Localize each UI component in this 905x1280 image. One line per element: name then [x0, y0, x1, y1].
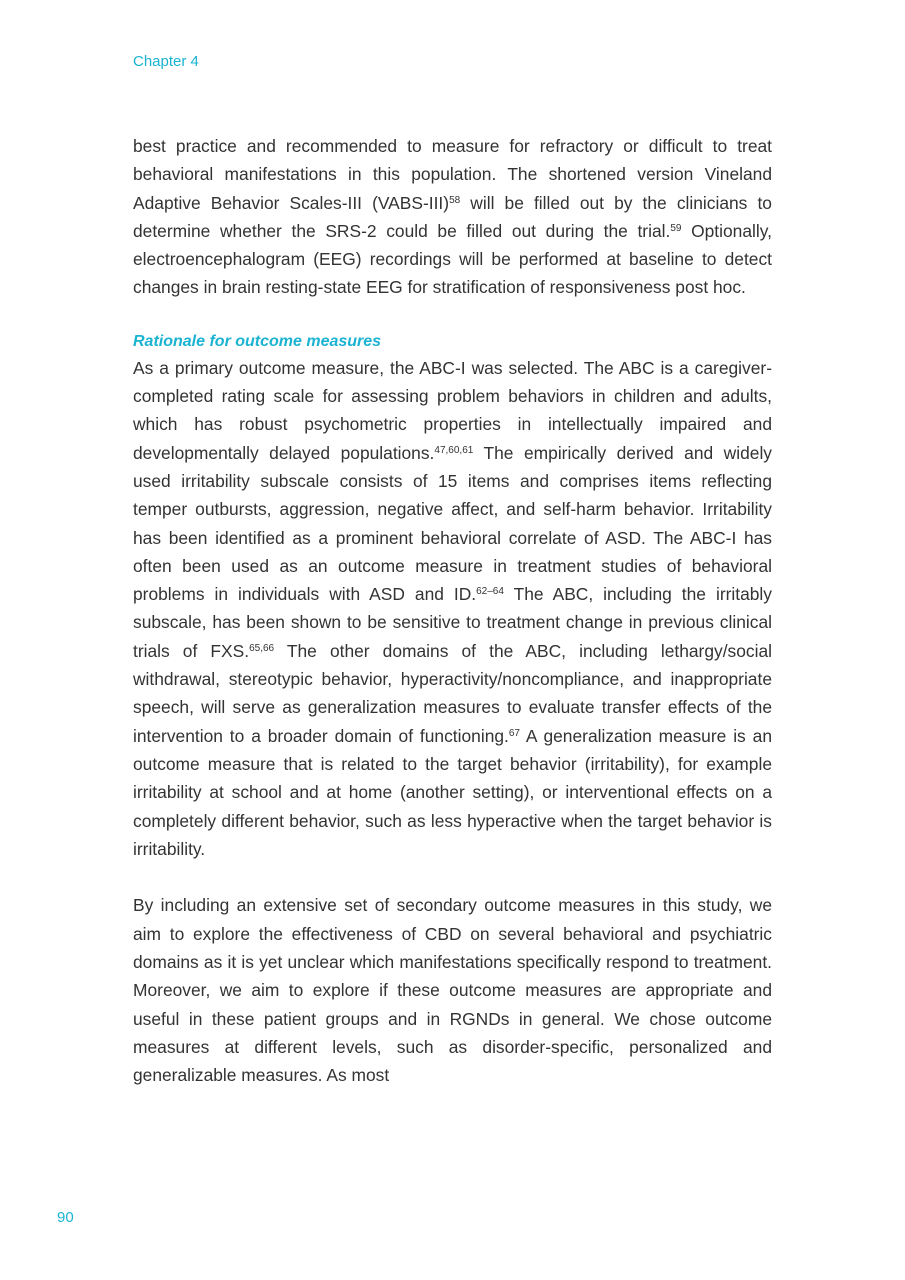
running-head-chapter: Chapter 4 [133, 53, 199, 70]
citation-58: 58 [449, 194, 461, 206]
paragraph-1-text-3: Optionally, electroencephalogram (EEG) recordings will be performed at baseline to detect changes in brain resting-state EEG for stratification of responsiveness post hoc. [133, 220, 772, 298]
paragraph-3-text-1: By including an extensive set of secondary outcome measures in this study, we aim to explore the effectiveness of CBD on several behavioral and psychiatric domains as it is yet unclear which manifestations specifically respond to treatment. Moreover, we aim to explore if these outcome measures are appropriate and useful in these patient groups and in RGNDs in general. We chose outcome measures at different levels, such as disorder-specific, personalized and generalizable measures. As most [133, 895, 772, 1086]
paragraph-3 [133, 891, 772, 1089]
page-number: 90 [57, 1209, 74, 1226]
citation-67: 67 [508, 727, 520, 739]
section-heading: Rationale for outcome measures [133, 332, 382, 350]
citation-65-66: 65,66 [249, 642, 275, 654]
paragraph-2-text-5: A generalization measure is an outcome measure that is related to the target behavior (irritability), for example irritability at school and at home (another setting), or interventional effects on a completely different behavior, such as less hyperactive when the target behavior is irritability. [133, 725, 772, 859]
paragraph-1-text-1: best practice and recommended to measure for refractory or difficult to treat behavioral manifestations in this population. The shortened version Vineland Adaptive Behavior Scales-III (VABS-III) [133, 136, 772, 213]
paragraph-2-text-2: The empirically derived and widely used irritability subscale consists of 15 items and comprises items reflecting temper outbursts, aggression, negative affect, and self-harm behavior. Irritability has been identified as a prominent behavioral correlate of ASD. The ABC-I has often been used as an outcome measure in treatment studies of behavioral problems in individuals with ASD and ID. [133, 442, 773, 605]
citation-59: 59 [670, 222, 682, 234]
paragraph-1-text-2: will be filled out by the clinicians to determine whether the SRS-2 could be filled out during the trial. [133, 192, 772, 241]
citation-47-60-61: 47,60,61 [434, 444, 474, 456]
paragraph-2-text-3: The ABC, including the irritably subscale, has been shown to be sensitive to treatment change in previous clinical trials of FXS. [133, 584, 772, 661]
paragraph-2 [133, 354, 772, 863]
citation-62-64: 62–64 [476, 586, 504, 598]
paragraph-2-text-1: As a primary outcome measure, the ABC-I was selected. The ABC is a caregiver-completed rating scale for assessing problem behaviors in children and adults, which has robust psychometric properties in intellectually impaired and developmentally delayed populations. [133, 357, 772, 463]
paragraph-2-text-4: The other domains of the ABC, including lethargy/social withdrawal, stereotypic behavior, hyperactivity/noncompliance, and inappropriate speech, will serve as generalization measures to evaluate transfer effects of the intervention to a broader domain of functioning. [133, 640, 773, 746]
body-text [133, 132, 772, 1090]
paragraph-1 [133, 132, 772, 302]
